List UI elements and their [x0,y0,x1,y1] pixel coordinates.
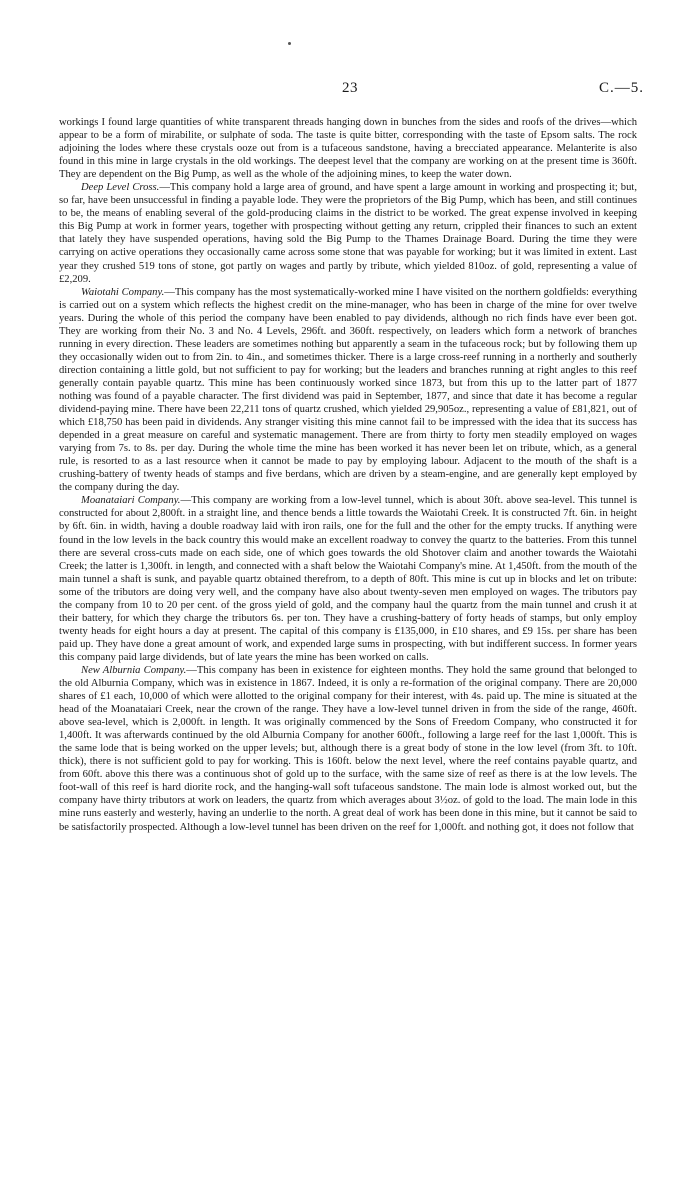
paragraph-text: —This company has been in existence for eighteen months. They hold the same ground that belonged to the old Alburnia Company, which was in existence in 1867. Indeed, it is only a re-formation of the original company. There are 20,000 shares of £1 each, 10,000 of which were allotted to the original company for their interest, with 4s. paid up. The mine is situated at the head of the Moanataiari Creek, near the crown of the range. They have a low-level tunnel driven in from the side of the range, 460ft. above sea-level, which is 2,000ft. in length. It was originally commenced by the Sons of Freedom Company, who constructed it for 1,400ft. It was afterwards continued by the old Alburnia Company for another 600ft., following a large reef for the last 1,000ft. This is the same lode that is being worked on the upper levels; but, although there is a great body of stone in the low level (from 3ft. to 10ft. thick), there is not sufficient gold to pay for working. This is 160ft. below the next level, where the reef contains payable quartz, and from 60ft. above this there was a continuous shot of gold up to the surface, with the same size of reef as there is at the low levels. The foot-wall of this reef is hard diorite rock, and the hanging-wall soft tufaceous sandstone. The main lode is almost worked out, but the company have thirty tributors at work on leaders, the quartz from which averages about 3½oz. of gold to the load. The main lode in this mine runs easterly and westerly, having an underlie to the north. A great deal of work has been done in this mine, but it cannot be said to be satisfactorily prospected. Although a low-level tunnel has been driven on the reef for 1,000ft. and nothing got, it does not follow that [59,664,637,833]
section-heading: Moanataiari Company. [81,495,181,507]
section-heading: Waiotahi Company. [81,286,165,298]
section-heading: New Alburnia Company. [81,664,187,676]
paragraph-text: —This company are working from a low-level tunnel, which is about 30ft. above sea-level. This tunnel is constructed for about 2,800ft. in a straight line, and thence bends a little towards the Waiotahi Creek. It is constructed 7ft. 6in. in height by 6ft. 6in. in width, having a double roadway laid with iron rails, one for the full and the other for the empty trucks. If anything were found in the low levels in the back country this would make an excellent roadway to convey the quartz to the batteries. From this tunnel there are several cross-cuts made on each side, one of which goes towards the old Shotover claim and another towards the Waiotahi Creek; the latter is 1,300ft. in length, and connected with a shaft below the Waiotahi Company's mine. At 1,450ft. from the mouth of the main tunnel a shaft is sunk, and payable quartz obtained therefrom, to a depth of 80ft. This mine is cut up in blocks and let on tribute: some of the tributors are doing very well, and the company have also about twenty-seven men employed on wages. The tributors pay the company from 10 to 20 per cent. of the gross yield of gold, and the company haul the quartz from the main tunnel and crush it at their battery, for which they charge the tributors 6s. per ton. They have a crushing-battery of forty heads of stamps, but only employ twenty heads for eight hours a day at present. The capital of this company is £135,000, in £10 shares, and £9 15s. per share has been paid up. They have done a great amount of work, and expended large sums in prospecting, with but indifferent success. In former years this company paid large dividends, but of late years the mine has been worked on calls. [59,495,637,663]
paragraph-new-alburnia-company [59,664,637,834]
section-heading: Deep Level Cross. [81,182,160,194]
report-code: C.—5. [598,80,644,96]
paragraph-moanataiari-company [59,494,637,664]
paragraph-deep-level-cross [59,181,637,285]
body-text [59,116,637,834]
paragraph-waiotahi-company [59,286,637,495]
page-number: 23 [342,80,358,96]
paragraph-intro [59,116,637,181]
page-mark [288,42,291,45]
paragraph-text: —This company hold a large area of ground, and have spent a large amount in working and prospecting it; but, so far, have been unsuccessful in finding a payable lode. They were the proprietors of the Big Pump, which has been, and still continues to be, the means of enabling several of the gold-producing claims in the district to be worked. The great expense involved in keeping this Big Pump at work in former years, together with prospecting without getting any return, crippled their finances to such an extent that lately they have suspended operations, having sold the Big Pump to the Thames Drainage Board. During the time they were carrying on active operations they occasionally came across some stone that was payable for working; but it was limited in extent. Last year they crushed 519 tons of stone, got partly on wages and partly by tribute, which yielded 810oz. of gold, representing a value of £2,209. [59,182,637,285]
paragraph-text: workings I found large quantities of white transparent threads hanging down in bunches from the sides and roofs of the drives—which appear to be a form of mirabilite, or sulphate of soda. The taste is quite bitter, corresponding with the taste of Epsom salts. The rock adjoining the lodes where these crystals ooze out from is a tufaceous sandstone, having a brecciated appearance. Melanterite is also found in this mine in large crystals in the old workings. The deepest level that the company are working on at the present time is 360ft. They are dependent on the Big Pump, as well as the whole of the adjoining mines, to keep the water down. [59,117,637,181]
paragraph-text: —This company has the most systematically-worked mine I have visited on the northern goldfields: everything is carried out on a system which reflects the highest credit on the mine-manager, who has been in charge of the mine for over twelve years. During the whole of this period the company have been enabled to pay dividends, although no rich finds have ever been got. They are working from their No. 3 and No. 4 Levels, 296ft. and 360ft. respectively, on leaders which form a network of branches running in every direction. These leaders are sometimes nothing but apparently a seam in the tufaceous rock; but by following them up they occasionally widen out to from 2in. to 4in., and sometimes thicker. There is a large cross-reef running in a northerly and southerly direction containing a little gold, but not sufficient to pay for working; but the leaders and branches running at right angles to this reef generally contain payable quartz. This mine has been continuously worked since 1873, but from this up to the latter part of 1877 nothing was found of a payable character. The first dividend was paid in September, 1877, and since that date it has become a regular dividend-paying mine. There have been 22,211 tons of quartz crushed, which yielded 29,905oz., representing a value of £81,821, out of which £18,750 has been paid in dividends. Any stranger visiting this mine cannot fail to be impressed with the idea that its success has depended in a great measure on careful and systematic management. There are from thirty to forty men steadily employed on wages varying from 7s. to 8s. per day. During the whole time the mine has been worked it has never been let on tribute, which, as a general rule, is resorted to as a last resource when it cannot be made to pay by employing labour. Adjacent to the mouth of the shaft is a crushing-battery of twenty heads of stamps and five berdans, which are driven by a steam-engine, and are generally kept employed by the company during the day. [59,286,637,494]
